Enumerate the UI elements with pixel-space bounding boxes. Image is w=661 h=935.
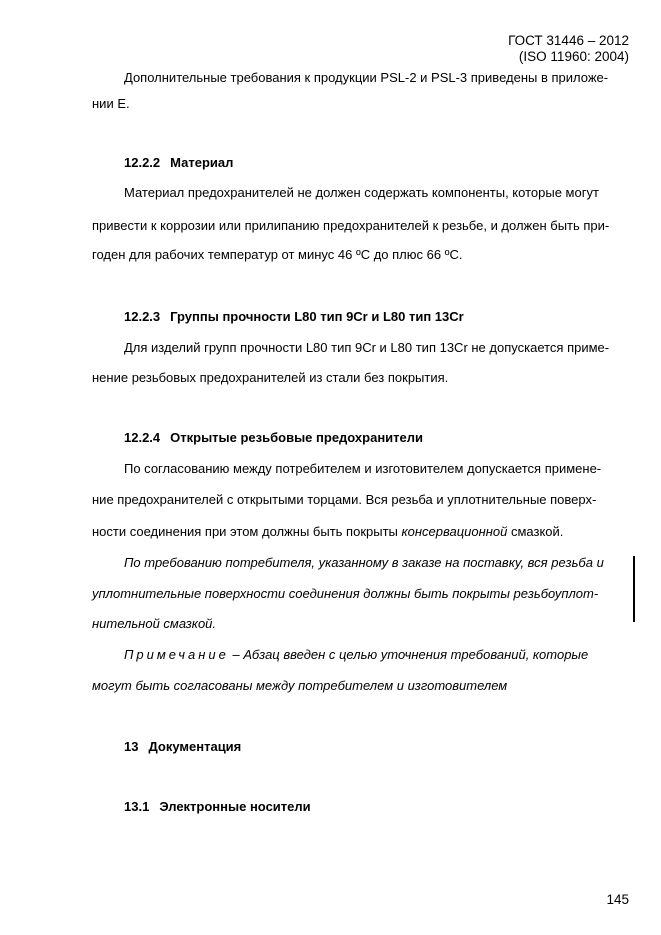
paragraph-line: ние предохранителей с открытыми торцами. Вся резьба и уплотнительные поверх- xyxy=(92,492,597,507)
note-line-1 xyxy=(124,647,588,662)
section-title: Группы прочности L80 тип 9Cr и L80 тип 13Cr xyxy=(170,309,464,324)
amended-line: нительной смазкой. xyxy=(92,616,217,631)
paragraph-line: По согласованию между потребителем и изготовителем допускается примене- xyxy=(124,461,602,476)
section-title: Документация xyxy=(148,739,242,754)
section-title: Материал xyxy=(170,155,234,170)
paragraph-line: годен для рабочих температур от минус 46 ºС до плюс 66 ºС. xyxy=(92,247,463,262)
paragraph-line: Материал предохранителей не должен содержать компоненты, которые могут xyxy=(124,185,599,200)
amended-line: По требованию потребителя, указанному в заказе на поставку, вся резьба и xyxy=(124,555,604,570)
italic-run: консервационной xyxy=(401,524,508,539)
text-run: смазкой. xyxy=(507,524,564,539)
page-number: 145 xyxy=(606,892,629,907)
section-heading-12-2-2 xyxy=(124,155,233,170)
note-text: – Абзац введен с целью уточнения требований, которые xyxy=(228,647,589,662)
section-title: Электронные носители xyxy=(159,799,311,814)
amended-line: уплотнительные поверхности соединения должны быть покрыты резьбоуплот- xyxy=(92,586,599,601)
section-heading-13 xyxy=(124,739,241,754)
paragraph-line: нение резьбовых предохранителей из стали без покрытия. xyxy=(92,370,449,385)
text-run: ности соединения при этом должны быть покрыты xyxy=(92,524,402,539)
section-heading-13-1 xyxy=(124,799,311,814)
iso-reference: (ISO 11960: 2004) xyxy=(518,49,629,64)
section-number: 13 xyxy=(124,739,139,754)
note-line-2: могут быть согласованы между потребителем и изготовителем xyxy=(92,678,508,693)
section-heading-12-2-3 xyxy=(124,309,464,324)
note-label: Примечание xyxy=(124,647,229,662)
paragraph-line xyxy=(92,524,563,539)
standard-number: ГОСТ 31446 – 2012 xyxy=(508,33,629,48)
section-number: 12.2.4 xyxy=(124,430,161,445)
intro-line-1: Дополнительные требования к продукции PSL-2 и PSL-3 приведены в приложе- xyxy=(124,70,609,85)
change-bar xyxy=(633,556,635,622)
paragraph-line: Для изделий групп прочности L80 тип 9Cr и L80 тип 13Cr не допускается приме- xyxy=(124,340,610,355)
section-heading-12-2-4 xyxy=(124,430,423,445)
section-number: 12.2.3 xyxy=(124,309,161,324)
intro-line-2: нии Е. xyxy=(92,96,130,111)
section-title: Открытые резьбовые предохранители xyxy=(170,430,424,445)
section-number: 12.2.2 xyxy=(124,155,161,170)
paragraph-line: привести к коррозии или прилипанию предохранителей к резьбе, и должен быть при- xyxy=(92,218,610,233)
section-number: 13.1 xyxy=(124,799,150,814)
